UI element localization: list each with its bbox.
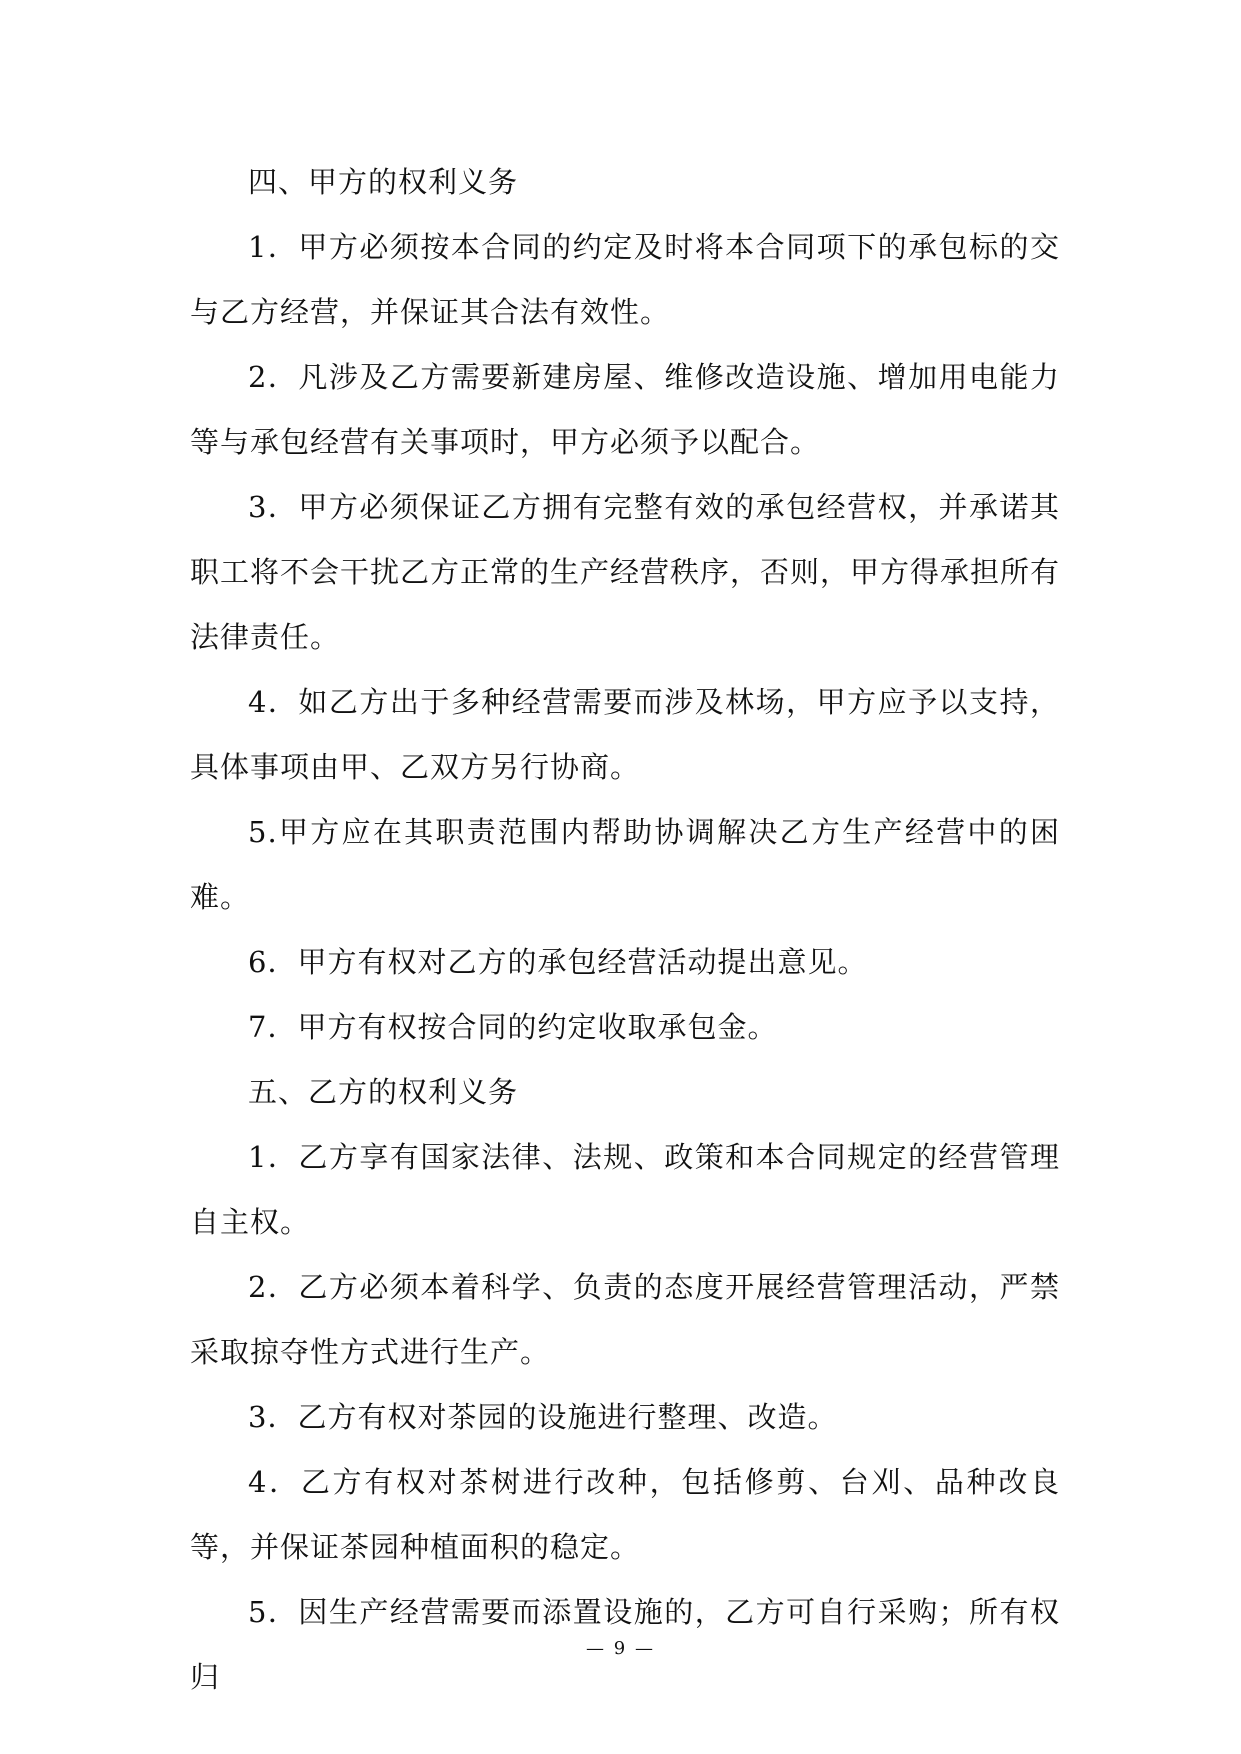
body-text: [190, 150, 1060, 1710]
clause-b-1: 1．乙方享有国家法律、法规、政策和本合同规定的经营管理自主权。: [190, 1140, 1060, 1239]
section-heading-party-a: 四、甲方的权利义务: [248, 165, 519, 199]
clause-a-2: 2．凡涉及乙方需要新建房屋、维修改造设施、增加用电能力等与承包经营有关事项时，甲方必须予以配合。: [190, 360, 1060, 459]
section-heading-party-b: 五、乙方的权利义务: [248, 1075, 519, 1109]
clause-b-3: 3．乙方有权对茶园的设施进行整理、改造。: [248, 1400, 838, 1434]
clause-a-6: 6．甲方有权对乙方的承包经营活动提出意见。: [248, 945, 868, 979]
clause-a-3: 3．甲方必须保证乙方拥有完整有效的承包经营权，并承诺其职工将不会干扰乙方正常的生产经营秩序，否则，甲方得承担所有法律责任。: [190, 490, 1061, 654]
clause-a-1: 1．甲方必须按本合同的约定及时将本合同项下的承包标的交与乙方经营，并保证其合法有效性。: [190, 230, 1060, 329]
clause-a-4: 4．如乙方出于多种经营需要而涉及林场，甲方应予以支持，具体事项由甲、乙双方另行协商。: [190, 685, 1060, 784]
clause-b-5: 5．因生产经营需要而添置设施的，乙方可自行采购；所有权归: [190, 1595, 1060, 1694]
page-number: — 9 —: [586, 1638, 655, 1659]
clause-b-4: 4．乙方有权对茶树进行改种，包括修剪、台刈、品种改良等，并保证茶园种植面积的稳定。: [190, 1465, 1060, 1564]
clause-a-7: 7．甲方有权按合同的约定收取承包金。: [248, 1010, 778, 1044]
clause-b-2: 2．乙方必须本着科学、负责的态度开展经营管理活动，严禁采取掠夺性方式进行生产。: [190, 1270, 1060, 1369]
clause-a-5: 5.甲方应在其职责范围内帮助协调解决乙方生产经营中的困难。: [190, 815, 1060, 914]
